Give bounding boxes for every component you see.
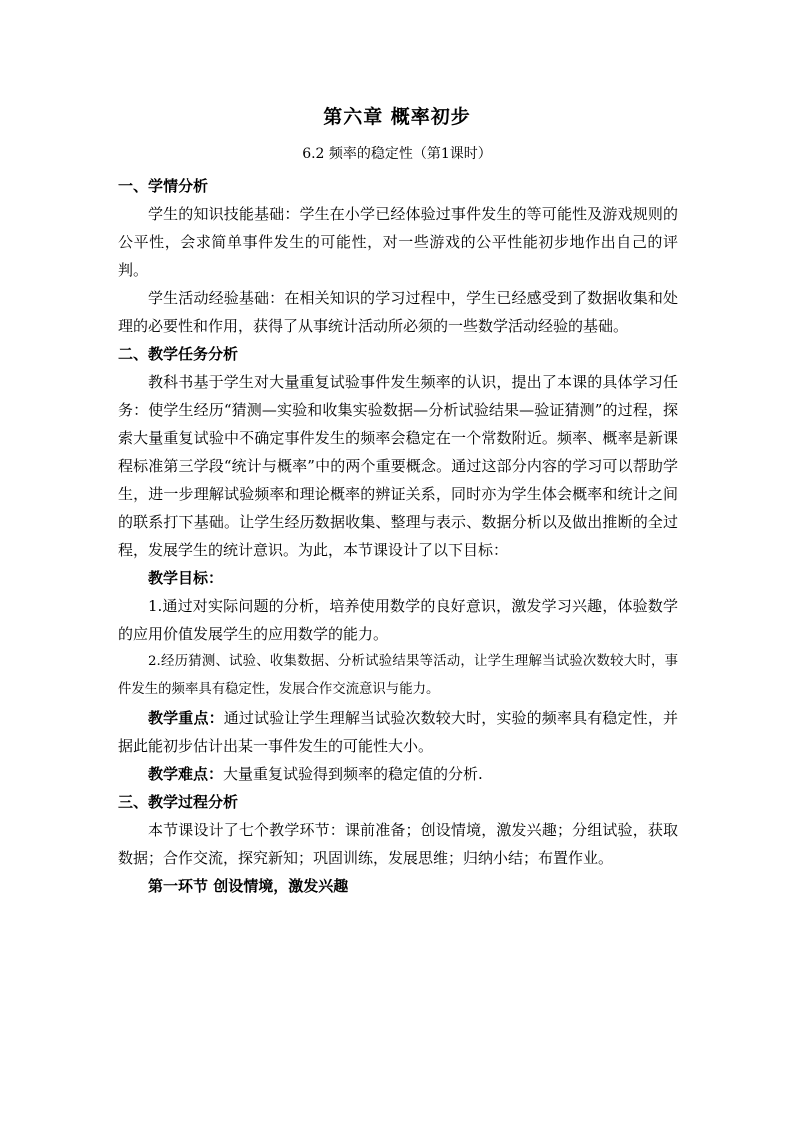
paragraph-process-overview: 本节课设计了七个教学环节：课前准备；创设情境，激发兴趣；分组试验，获取数据；合作交流，探究新知；巩固训练，发展思维；归纳小结；布置作业。: [118, 821, 678, 867]
section-heading-process-analysis: 三、教学过程分析: [118, 793, 239, 811]
section-heading-task-analysis: 二、教学任务分析: [118, 345, 239, 363]
teaching-difficulty-text: 大量重复试验得到频率的稳定值的分析.: [223, 765, 483, 783]
teaching-key-point: [118, 704, 678, 760]
document-body: [118, 172, 678, 900]
paragraph-activity-experience: 学生活动经验基础：在相关知识的学习过程中，学生已经感受到了数据收集和处理的必要性和作用，获得了从事统计活动所必须的一些数学活动经验的基础。: [118, 289, 678, 335]
paragraph-task-description: 教科书基于学生对大量重复试验事件发生频率的认识，提出了本课的具体学习任务：使学生经历“猜测—实验和收集实验数据—分析试验结果—验证猜测”的过程，探索大量重复试验中不确定事件发生的频率会稳定在一个常数附近。频率、概率是新课程标准第三学段“统计与概率”中的两个重要概念。通过这部分内容的学习可以帮助学生，进一步理解试验频率和理论概率的辨证关系，同时亦为学生体会概率和统计之间的联系打下基础。让学生经历数据收集、整理与表示、数据分析以及做出推断的全过程，发展学生的统计意识。为此，本节课设计了以下目标：: [118, 373, 678, 559]
teaching-key-text: 通过试验让学生理解当试验次数较大时，实验的频率具有稳定性，并据此能初步估计出某一事件发生的可能性大小。: [118, 709, 678, 755]
teaching-difficulty: [118, 760, 678, 788]
teaching-goal-1: 1.通过对实际问题的分析，培养使用数学的良好意识，激发学习兴趣，体验数学的应用价值发展学生的应用数学的能力。: [118, 597, 678, 643]
teaching-key-label: 教学重点：: [148, 709, 224, 727]
lesson-subtitle: 6.2 频率的稳定性（第1课时）: [302, 146, 492, 162]
teaching-difficulty-label: 教学难点：: [148, 765, 224, 783]
teaching-goal-2: 2.经历猜测、试验、收集数据、分析试验结果等活动，让学生理解当试验次数较大时，事件发生的频率具有稳定性，发展合作交流意识与能力。: [118, 654, 678, 697]
paragraph-knowledge-basis: 学生的知识技能基础：学生在小学已经体验过事件发生的等可能性及游戏规则的公平性，会求简单事件发生的可能性，对一些游戏的公平性能初步地作出自己的评判。: [118, 205, 678, 279]
teaching-goals-heading: 教学目标：: [148, 569, 224, 587]
chapter-title: 第六章 概率初步: [323, 106, 471, 128]
step-1-heading: 第一环节 创设情境，激发兴趣: [148, 877, 349, 895]
section-heading-student-analysis: 一、学情分析: [118, 177, 209, 195]
